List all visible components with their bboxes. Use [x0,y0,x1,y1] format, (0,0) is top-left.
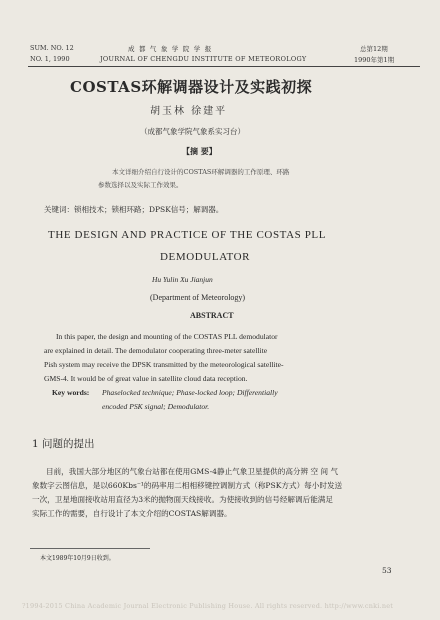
footnote-rule [30,548,150,549]
authors-en: Hu Yulin Xu Jianjun [152,275,213,284]
header-journal-en: JOURNAL OF CHENGDU INSTITUTE OF METEOROLOGY [100,55,307,63]
keywords-en-line-1: Phaselocked technique; Phase-locked loop; Differentially [102,388,278,397]
keywords-en-label: Key words: [52,388,90,397]
abstract-cn-line-1: 本文详细介绍自行设计的COSTAS环解调器的工作原理、环路 [112,168,290,176]
body-line-4: 实际工作的需要，自行设计了本文介绍的COSTAS解调器。 [32,509,232,518]
abstract-en-line-4: GMS-4. It would be of great value in satellite cloud data reception. [44,374,248,383]
header-total-issue: 总第12期 [360,45,388,53]
header-issue-number: NO. 1, 1990 [30,55,70,63]
department-en: (Department of Meteorology) [150,293,246,302]
abstract-en-line-3: Pish system may receive the DPSK transmitted by the meteorological satellite- [44,360,284,369]
keywords-cn: 关键词：锁相技术；锁相环路；DPSK信号；解调器。 [44,205,224,214]
header-issue-sum: SUM. NO. 12 [30,44,74,52]
authors-cn: 胡玉林 徐建平 [150,106,228,117]
abstract-en-line-1: In this paper, the design and mounting of the COSTAS PLL demodulator [56,332,278,341]
body-line-3: 一次，卫星地面接收站用直径为3米的抛物面天线接收。为使接收到的信号经解调后能满足 [32,495,333,504]
article-title-en-line-2: DEMODULATOR [160,251,251,263]
abstract-en-heading: ABSTRACT [190,311,234,320]
abstract-en-line-2: are explained in detail. The demodulator cooperating three-meter satellite [44,346,268,355]
footnote: 本文1989年10月9日收到。 [40,555,115,562]
article-title-cn: COSTAS环解调器设计及实践初探 [70,78,313,96]
body-line-1: 目前，我国大部分地区的气象台站都在使用GMS-4静止气象卫星提供的高分辨 空 间 气 [46,467,339,476]
section-1-title: 1 问题的提出 [32,438,95,450]
header-journal-cn: 成 都 气 象 学 院 学 报 [128,45,213,53]
body-line-2: 象数字云图信息，是以660Kbs⁻¹的码率用二相相移键控调制方式（称PSK方式）每小时发送 [32,481,343,490]
page-number: 53 [382,566,392,575]
article-title-en-line-1: THE DESIGN AND PRACTICE OF THE COSTAS PLL [48,229,327,241]
copyright-line: ?1994-2015 China Academic Journal Electronic Publishing House. All rights reserved. http://www.cnki.net [22,602,394,610]
abstract-cn-line-2: 参数选择以及实际工作效果。 [98,181,183,189]
affiliation-cn: （成都气象学院气象系实习台） [140,127,245,136]
keywords-en-line-2: encoded PSK signal; Demodulator. [102,402,210,411]
header-rule [28,66,420,67]
header-year-issue: 1990年第1期 [354,56,395,64]
abstract-cn-heading: 【摘 要】 [182,146,217,156]
